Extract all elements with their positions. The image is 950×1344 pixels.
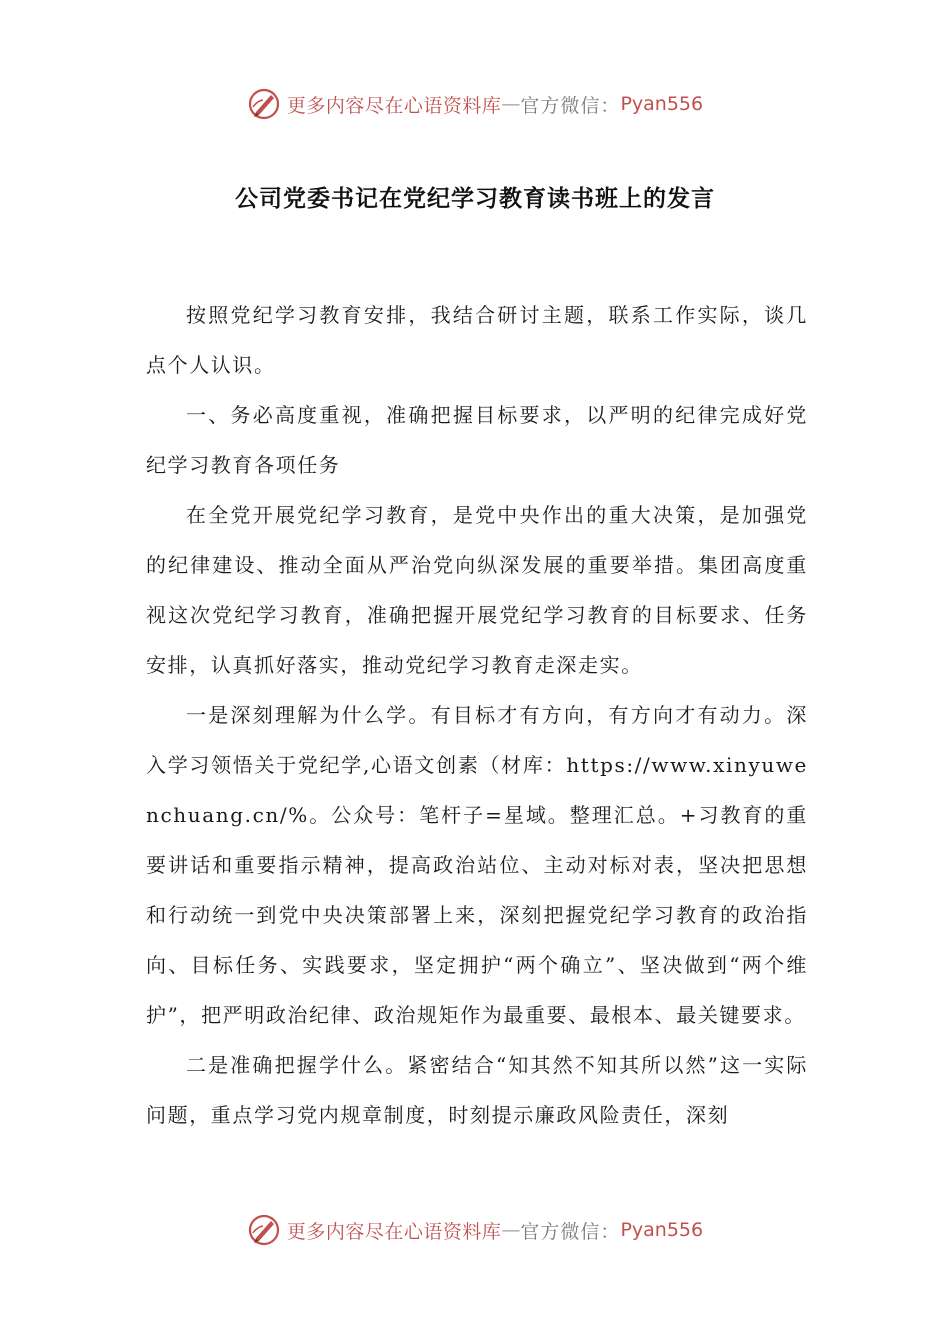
watermark-wechat-id: Pyan556	[620, 1219, 704, 1241]
paragraph-point-2: 二是准确把握学什么。紧密结合“知其然不知其所以然”这一实际问题，重点学习党内规章制度，时刻提示廉政风险责任，深刻	[146, 1053, 808, 1127]
watermark-brand: 更多内容尽在心语资料库	[286, 1220, 502, 1243]
watermark-wechat-label: 官方微信：	[520, 94, 621, 117]
footer-watermark	[0, 1210, 950, 1250]
document-title: 公司党委书记在党纪学习教育读书班上的发言	[235, 185, 715, 212]
header-watermark	[0, 84, 950, 124]
watermark-wechat-label: 官方微信：	[520, 1220, 621, 1243]
paragraph-body-1: 在全党开展党纪学习教育，是党中央作出的重大决策，是加强党的纪律建设、推动全面从严治党向纵深发展的重要举措。集团高度重视这次党纪学习教育，准确把握开展党纪学习教育的目标要求、任务安排，认真抓好落实，推动党纪学习教育走深走实。	[146, 503, 808, 677]
watermark-separator: —	[501, 1219, 521, 1241]
document-body	[146, 290, 808, 1140]
watermark-wechat-id: Pyan556	[620, 93, 704, 115]
paragraph-intro: 按照党纪学习教育安排，我结合研讨主题，联系工作实际，谈几点个人认识。	[146, 303, 808, 377]
pen-logo-icon	[247, 1213, 281, 1247]
paragraph-point-1: 一是深刻理解为什么学。有目标才有方向，有方向才有动力。深入学习领悟关于党纪学,心语文创素（材库：https://www.xinyuwenchuang.cn/%。公众号：笔杆子=星域。整理汇总。+习教育的重要讲话和重要指示精神，提高政治站位、主动对标对表，坚决把思想和行动统一到党中央决策部署上来，深刻把握党纪学习教育的政治指向、目标任务、实践要求，坚定拥护“两个确立”、坚决做到“两个维护”，把严明政治纪律、政治规矩作为最重要、最根本、最关键要求。	[146, 703, 808, 1027]
pen-logo-icon	[247, 87, 281, 121]
paragraph-heading-1: 一、务必高度重视，准确把握目标要求，以严明的纪律完成好党纪学习教育各项任务	[146, 403, 808, 477]
watermark-brand: 更多内容尽在心语资料库	[286, 94, 502, 117]
watermark-separator: —	[501, 93, 521, 115]
